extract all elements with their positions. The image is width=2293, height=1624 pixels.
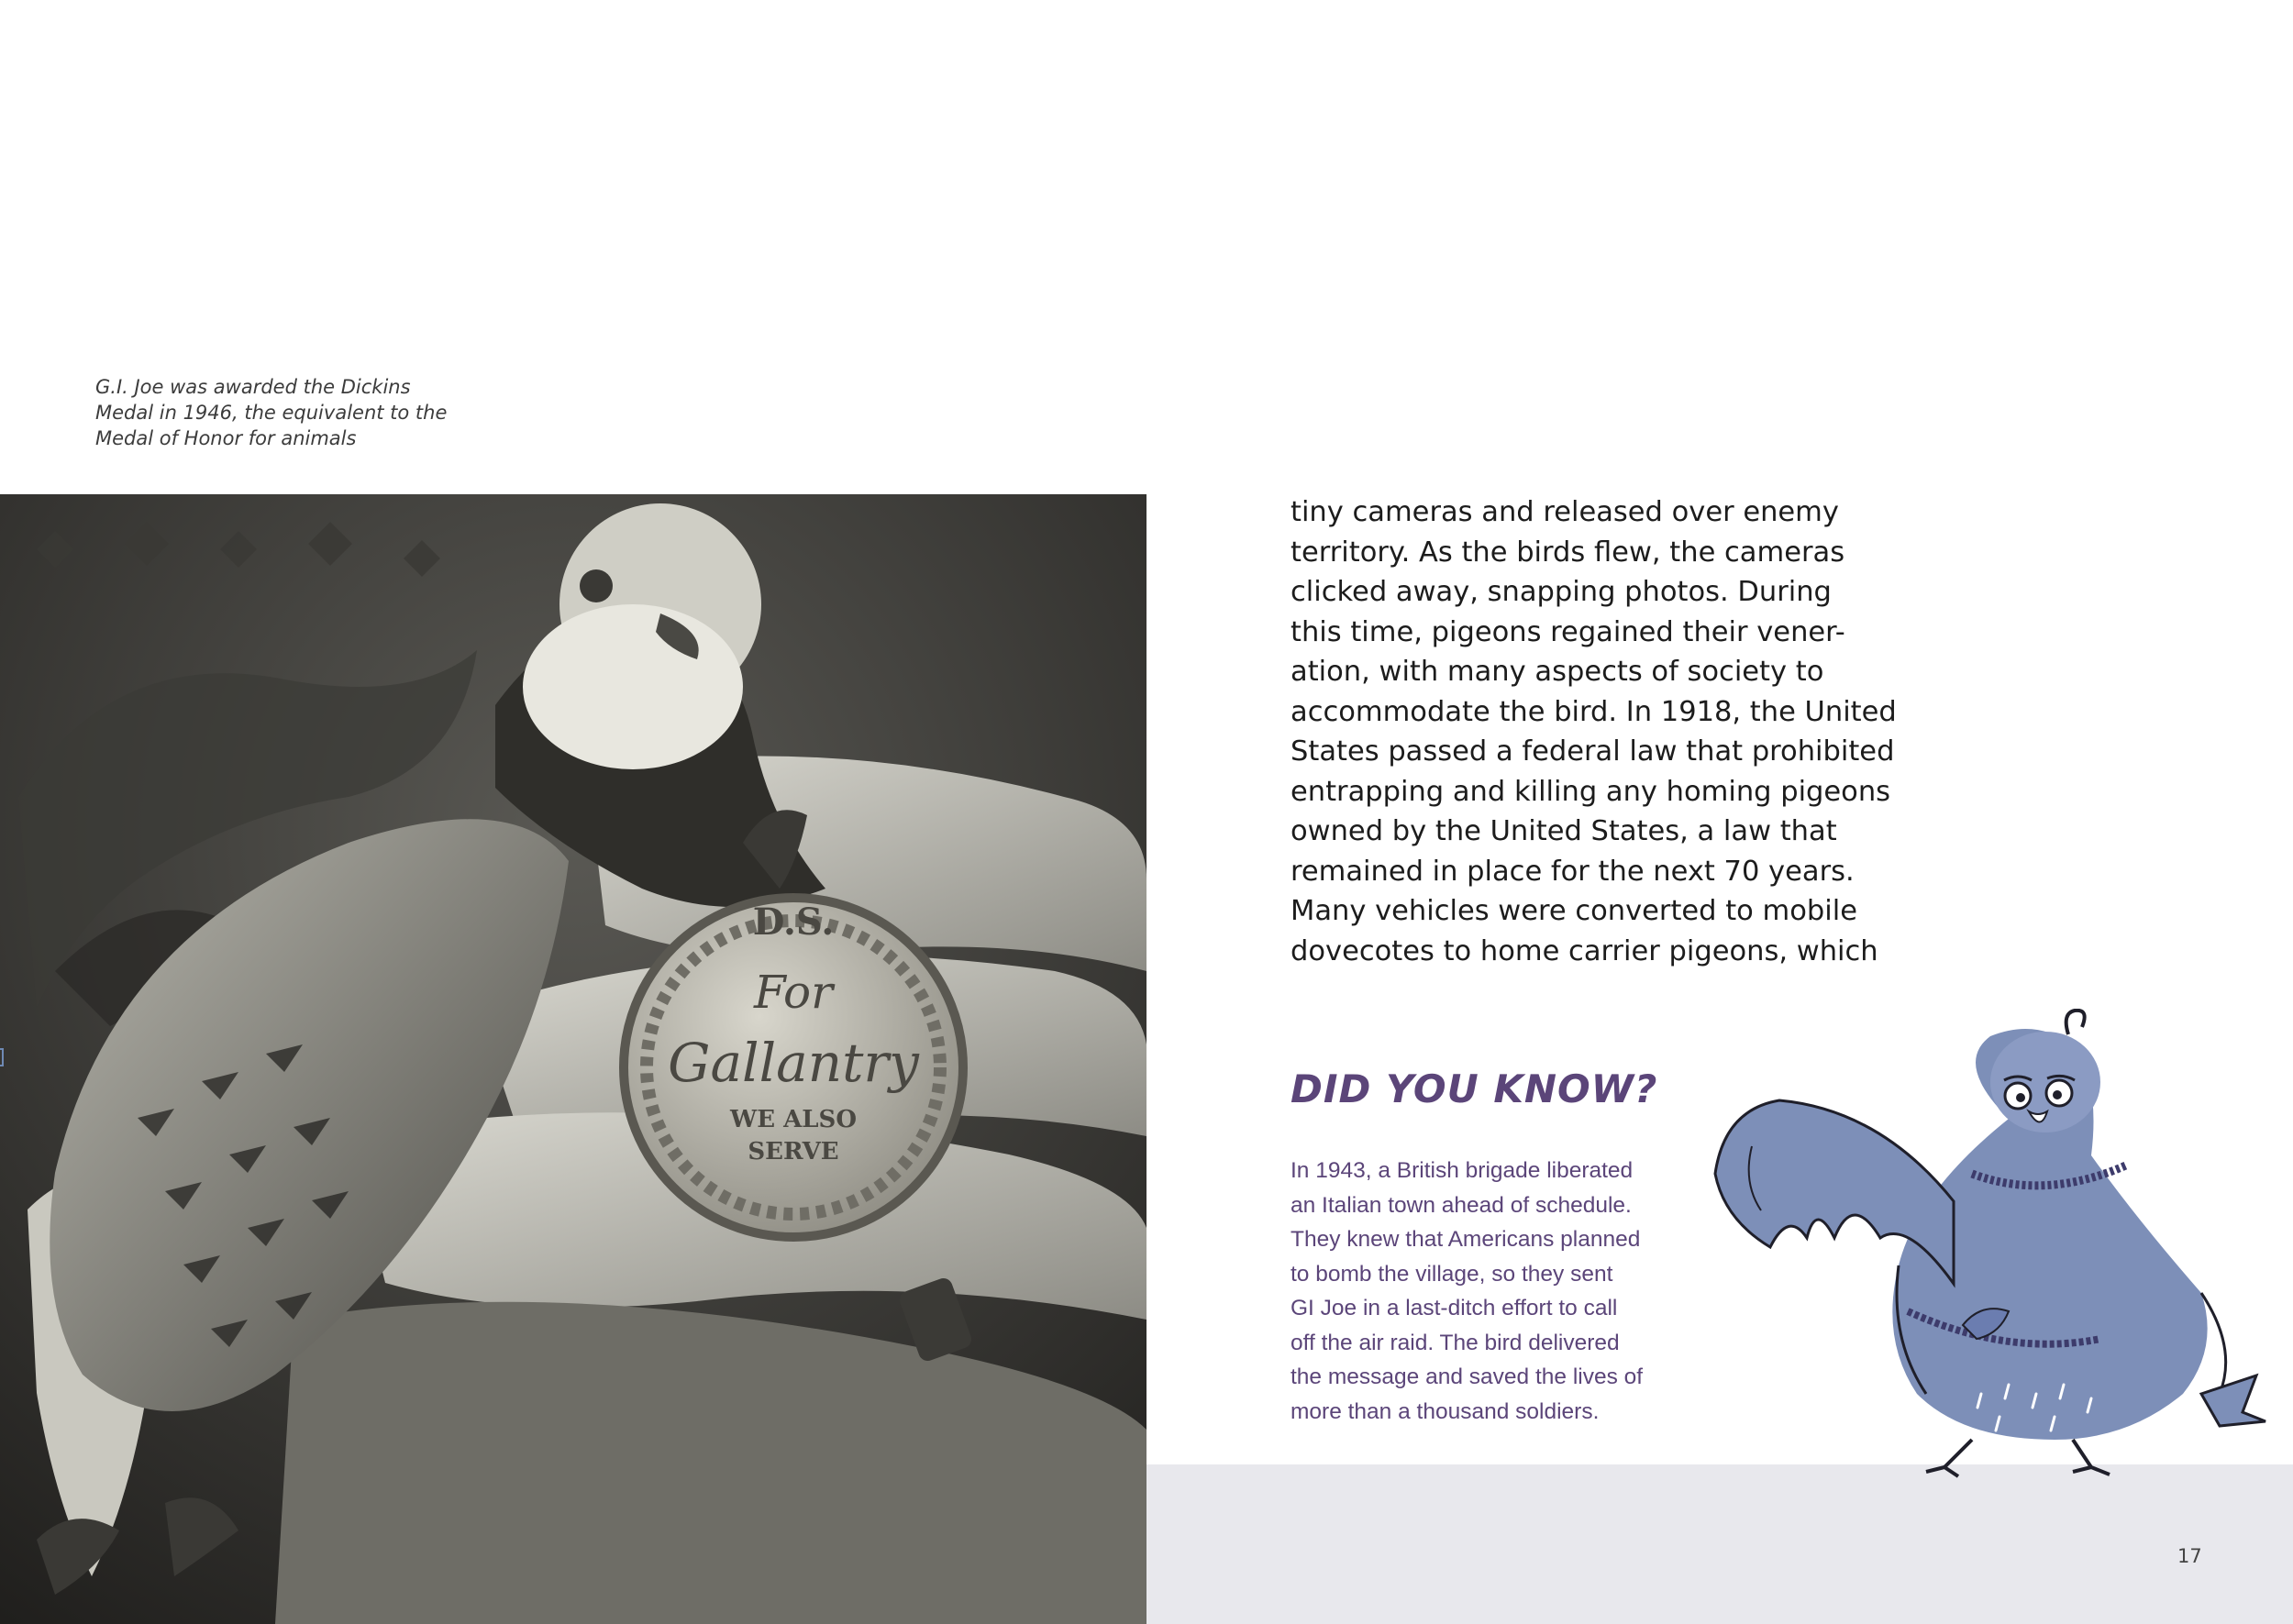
body-line: owned by the United States, a law that (1291, 815, 1837, 847)
caption-line: Medal of Honor for animals (95, 427, 357, 449)
body-line: entrapping and killing any homing pigeons (1291, 775, 1891, 808)
medal-text: For (754, 966, 833, 1019)
medal-text: D.S. (752, 900, 835, 944)
edge-marker (0, 1048, 4, 1066)
dyk-line: the message and saved the lives of (1291, 1364, 1644, 1389)
photo-caption (95, 374, 481, 451)
body-line: accommodate the bird. In 1918, the United (1291, 695, 1897, 728)
medal-text: WE ALSO (730, 1106, 857, 1133)
medal-text: Gallantry (668, 1032, 919, 1094)
dyk-line: an Italian town ahead of schedule. (1291, 1192, 1632, 1218)
dyk-line: more than a thousand soldiers. (1291, 1398, 1600, 1424)
body-line: remained in place for the next 70 years. (1291, 855, 1855, 888)
body-line: territory. As the birds flew, the cameras (1291, 536, 1845, 569)
pigeon-icon (1706, 1009, 2275, 1559)
dyk-line: to bomb the village, so they sent (1291, 1261, 1613, 1287)
medal-text: SERVE (748, 1138, 839, 1166)
body-line: ation, with many aspects of society to (1291, 656, 1824, 688)
body-line: this time, pigeons regained their vener- (1291, 615, 1845, 648)
caption-line: Medal in 1946, the equivalent to the (95, 402, 448, 424)
page-number: 17 (2177, 1545, 2202, 1567)
did-you-know-text (1291, 1154, 1712, 1429)
body-line: Many vehicles were converted to mobile (1291, 895, 1857, 927)
photo-illustration (0, 494, 1146, 1624)
dyk-line: In 1943, a British brigade liberated (1291, 1158, 1634, 1183)
caption-line: G.I. Joe was awarded the Dickins (95, 376, 411, 398)
dyk-line: GI Joe in a last-ditch effort to call (1291, 1296, 1618, 1320)
dyk-line: They knew that Americans planned (1291, 1227, 1641, 1252)
dyk-line: off the air raid. The bird delivered (1291, 1330, 1620, 1355)
body-line: dovecotes to home carrier pigeons, which (1291, 934, 1878, 967)
pigeon-medal-photo (0, 494, 1146, 1624)
body-line: States passed a federal law that prohibited (1291, 735, 1895, 768)
body-line: clicked away, snapping photos. During (1291, 576, 1832, 608)
body-paragraph (1291, 492, 1897, 971)
body-line: tiny cameras and released over enemy (1291, 496, 1839, 528)
did-you-know-heading: DID YOU KNOW? (1291, 1066, 1658, 1111)
cartoon-pigeon-illustration (1706, 1009, 2275, 1559)
